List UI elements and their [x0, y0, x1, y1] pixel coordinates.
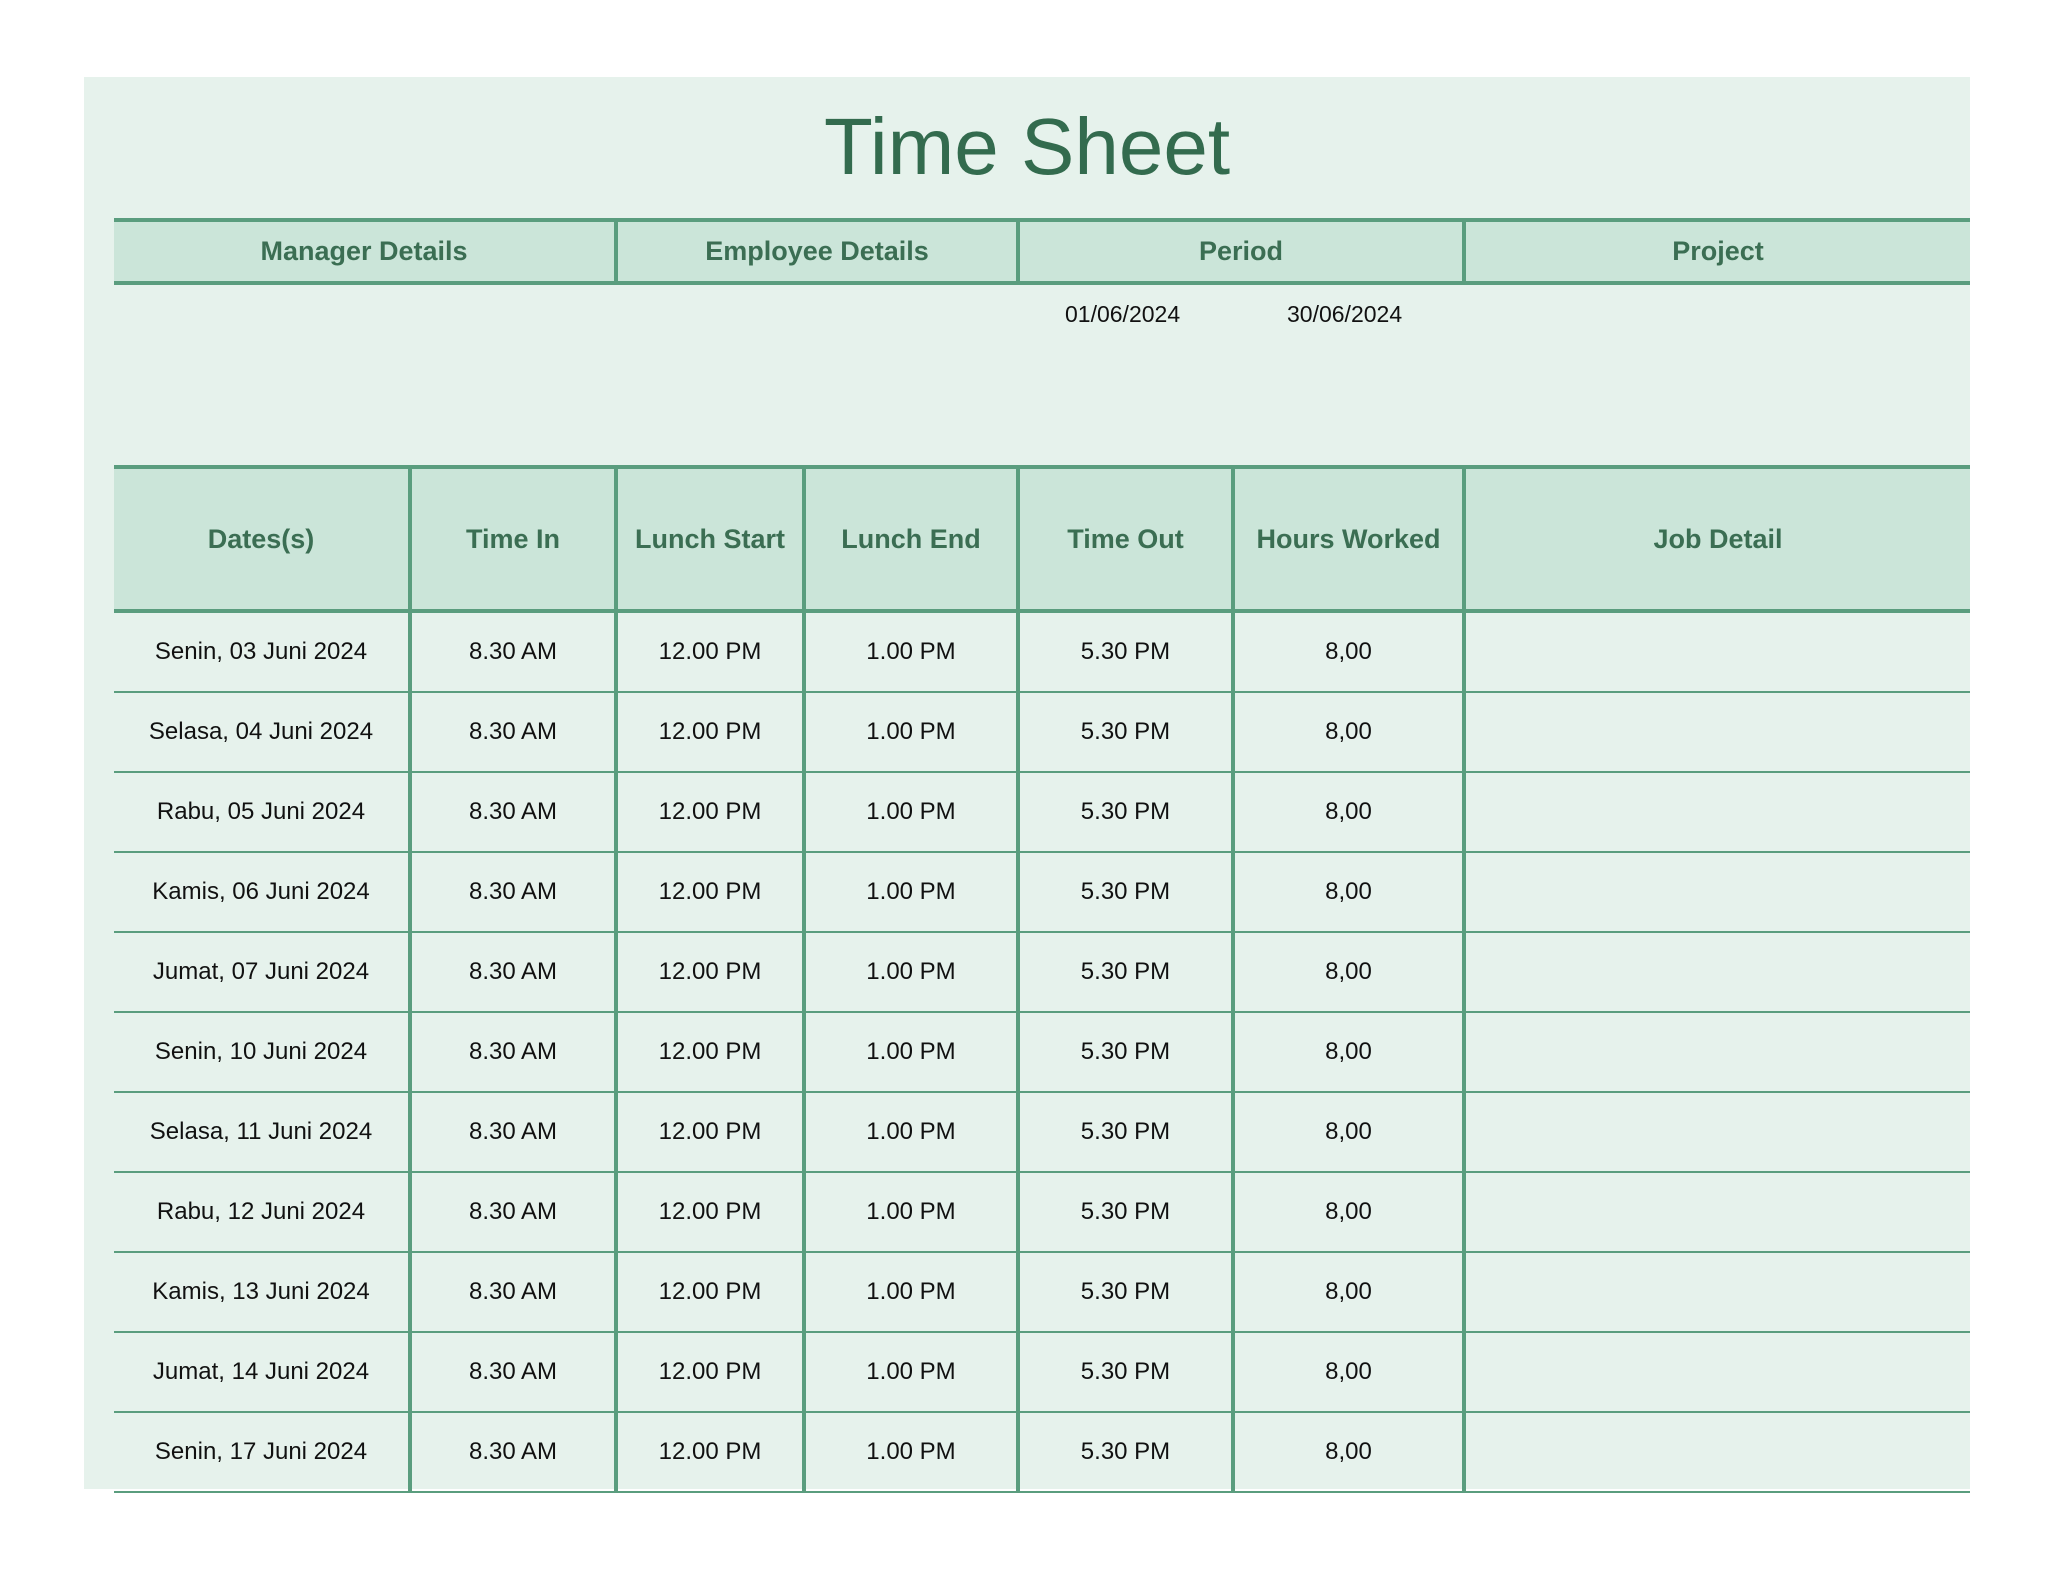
- hours-worked-cell: 8,00: [1233, 1012, 1464, 1092]
- time-in-column-header: Time In: [410, 467, 616, 611]
- project-header: Project: [1464, 220, 1970, 283]
- hours-worked-cell: 8,00: [1233, 932, 1464, 1012]
- time-out-cell: 5.30 PM: [1018, 611, 1233, 692]
- date-cell: Kamis, 06 Juni 2024: [114, 852, 410, 932]
- job-detail-cell: [1464, 1252, 1970, 1332]
- lunch-start-cell: 12.00 PM: [616, 1252, 804, 1332]
- job-detail-cell: [1464, 852, 1970, 932]
- lunch-end-column-header: Lunch End: [804, 467, 1018, 611]
- lunch-end-cell: 1.00 PM: [804, 1012, 1018, 1092]
- date-cell: Selasa, 04 Juni 2024: [114, 692, 410, 772]
- time-in-cell: 8.30 AM: [410, 772, 616, 852]
- date-cell: Kamis, 13 Juni 2024: [114, 1252, 410, 1332]
- period-end-date: 30/06/2024: [1287, 301, 1403, 327]
- date-cell: Senin, 10 Juni 2024: [114, 1012, 410, 1092]
- time-in-cell: 8.30 AM: [410, 611, 616, 692]
- table-row: [114, 932, 1970, 1012]
- hours-worked-cell: 8,00: [1233, 1252, 1464, 1332]
- timesheet-table: [114, 465, 1970, 1493]
- employee-details-header: Employee Details: [616, 220, 1018, 283]
- time-in-cell: 8.30 AM: [410, 1412, 616, 1492]
- job-detail-cell: [1464, 1332, 1970, 1412]
- time-in-cell: 8.30 AM: [410, 1092, 616, 1172]
- date-cell: Selasa, 11 Juni 2024: [114, 1092, 410, 1172]
- table-row: [114, 1092, 1970, 1172]
- details-header-table: [114, 218, 1970, 285]
- time-out-cell: 5.30 PM: [1018, 772, 1233, 852]
- table-row: [114, 1252, 1970, 1332]
- lunch-start-cell: 12.00 PM: [616, 852, 804, 932]
- date-cell: Rabu, 12 Juni 2024: [114, 1172, 410, 1252]
- table-row: [114, 852, 1970, 932]
- lunch-end-cell: 1.00 PM: [804, 692, 1018, 772]
- lunch-end-cell: 1.00 PM: [804, 611, 1018, 692]
- period-header: Period: [1018, 220, 1464, 283]
- lunch-end-cell: 1.00 PM: [804, 1252, 1018, 1332]
- table-row: [114, 1332, 1970, 1412]
- lunch-end-cell: 1.00 PM: [804, 852, 1018, 932]
- job-detail-cell: [1464, 1412, 1970, 1492]
- job-detail-cell: [1464, 692, 1970, 772]
- lunch-end-cell: 1.00 PM: [804, 1332, 1018, 1412]
- hours-worked-cell: 8,00: [1233, 772, 1464, 852]
- table-row: [114, 1012, 1970, 1092]
- table-row: [114, 1412, 1970, 1492]
- table-row: [114, 692, 1970, 772]
- dates-column-header: Dates(s): [114, 467, 410, 611]
- lunch-start-cell: 12.00 PM: [616, 1012, 804, 1092]
- job-detail-cell: [1464, 932, 1970, 1012]
- hours-worked-cell: 8,00: [1233, 692, 1464, 772]
- hours-worked-cell: 8,00: [1233, 1172, 1464, 1252]
- lunch-start-cell: 12.00 PM: [616, 1412, 804, 1492]
- lunch-start-cell: 12.00 PM: [616, 692, 804, 772]
- lunch-start-cell: 12.00 PM: [616, 932, 804, 1012]
- time-out-cell: 5.30 PM: [1018, 1332, 1233, 1412]
- lunch-start-cell: 12.00 PM: [616, 1092, 804, 1172]
- job-detail-cell: [1464, 611, 1970, 692]
- hours-worked-cell: 8,00: [1233, 1092, 1464, 1172]
- time-in-cell: 8.30 AM: [410, 852, 616, 932]
- period-start-date: 01/06/2024: [1065, 301, 1181, 327]
- time-out-cell: 5.30 PM: [1018, 1252, 1233, 1332]
- time-out-cell: 5.30 PM: [1018, 852, 1233, 932]
- hours-worked-cell: 8,00: [1233, 1332, 1464, 1412]
- hours-worked-cell: 8,00: [1233, 611, 1464, 692]
- lunch-start-cell: 12.00 PM: [616, 1172, 804, 1252]
- hours-worked-column-header: Hours Worked: [1233, 467, 1464, 611]
- date-cell: Senin, 03 Juni 2024: [114, 611, 410, 692]
- time-out-column-header: Time Out: [1018, 467, 1233, 611]
- time-in-cell: 8.30 AM: [410, 1252, 616, 1332]
- table-row: [114, 772, 1970, 852]
- time-in-cell: 8.30 AM: [410, 1012, 616, 1092]
- time-out-cell: 5.30 PM: [1018, 932, 1233, 1012]
- time-in-cell: 8.30 AM: [410, 692, 616, 772]
- job-detail-column-header: Job Detail: [1464, 467, 1970, 611]
- lunch-end-cell: 1.00 PM: [804, 1172, 1018, 1252]
- table-row: [114, 1172, 1970, 1252]
- date-cell: Senin, 17 Juni 2024: [114, 1412, 410, 1492]
- table-row: [114, 611, 1970, 692]
- job-detail-cell: [1464, 1172, 1970, 1252]
- timesheet-page: [84, 77, 1970, 1489]
- lunch-end-cell: 1.00 PM: [804, 1412, 1018, 1492]
- lunch-end-cell: 1.00 PM: [804, 932, 1018, 1012]
- hours-worked-cell: 8,00: [1233, 1412, 1464, 1492]
- job-detail-cell: [1464, 772, 1970, 852]
- job-detail-cell: [1464, 1012, 1970, 1092]
- lunch-start-cell: 12.00 PM: [616, 1332, 804, 1412]
- date-cell: Jumat, 07 Juni 2024: [114, 932, 410, 1012]
- time-out-cell: 5.30 PM: [1018, 1092, 1233, 1172]
- details-header-row: [114, 220, 1970, 283]
- lunch-end-cell: 1.00 PM: [804, 772, 1018, 852]
- manager-details-header: Manager Details: [114, 220, 616, 283]
- lunch-start-cell: 12.00 PM: [616, 772, 804, 852]
- time-out-cell: 5.30 PM: [1018, 692, 1233, 772]
- lunch-start-cell: 12.00 PM: [616, 611, 804, 692]
- time-in-cell: 8.30 AM: [410, 1332, 616, 1412]
- time-out-cell: 5.30 PM: [1018, 1172, 1233, 1252]
- time-out-cell: 5.30 PM: [1018, 1412, 1233, 1492]
- table-header-row: [114, 467, 1970, 611]
- time-in-cell: 8.30 AM: [410, 932, 616, 1012]
- lunch-start-column-header: Lunch Start: [616, 467, 804, 611]
- date-cell: Jumat, 14 Juni 2024: [114, 1332, 410, 1412]
- page-title: Time Sheet: [823, 102, 1231, 191]
- lunch-end-cell: 1.00 PM: [804, 1092, 1018, 1172]
- date-cell: Rabu, 05 Juni 2024: [114, 772, 410, 852]
- time-out-cell: 5.30 PM: [1018, 1012, 1233, 1092]
- time-in-cell: 8.30 AM: [410, 1172, 616, 1252]
- hours-worked-cell: 8,00: [1233, 852, 1464, 932]
- job-detail-cell: [1464, 1092, 1970, 1172]
